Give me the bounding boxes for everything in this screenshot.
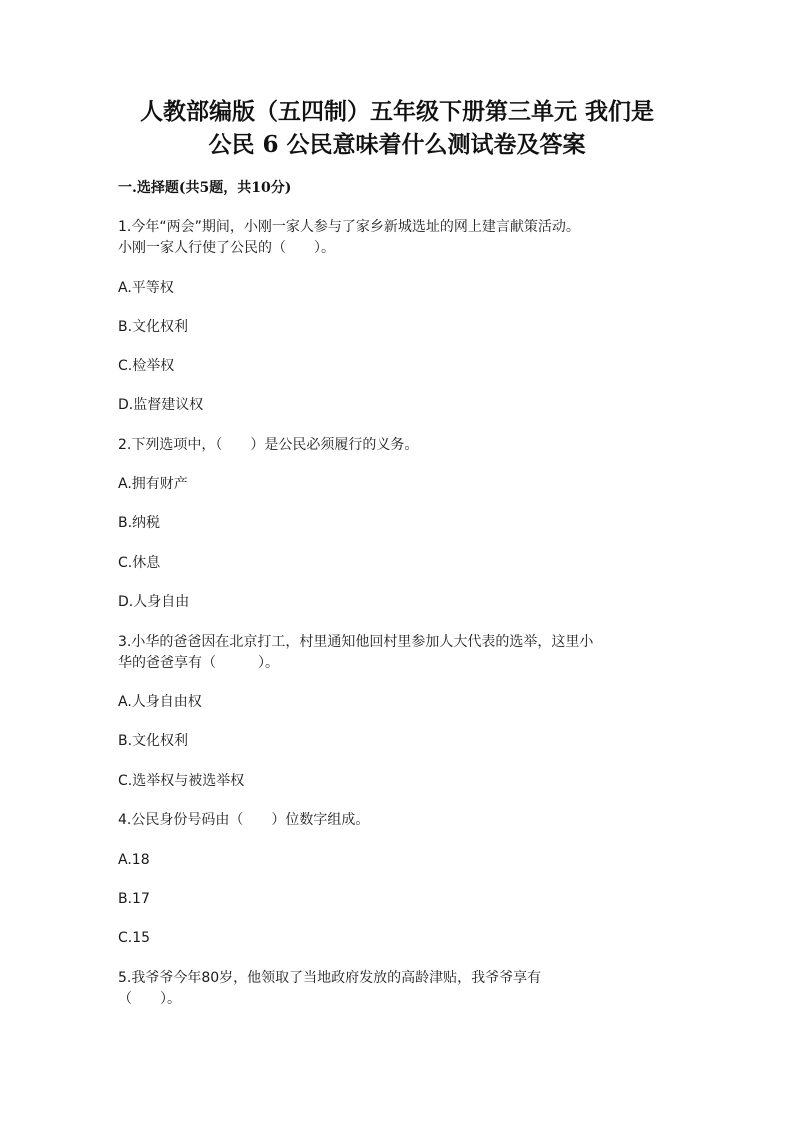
- document-title-line-1: 人教部编版（五四制）五年级下册第三单元 我们是: [139, 98, 654, 125]
- question-1-option-d: D.监督建议权: [118, 397, 204, 413]
- question-2-option-b: B.纳税: [118, 515, 161, 531]
- question-5-stem-line-1: 5.我爷爷今年80岁，他领取了当地政府发放的高龄津贴，我爷爷享有: [118, 970, 542, 986]
- question-1-option-b: B.文化权利: [118, 319, 189, 335]
- question-3-option-c: C.选举权与被选举权: [118, 773, 245, 789]
- question-2-stem-line-1: 2.下列选项中，（ ）是公民必须履行的义务。: [118, 437, 419, 453]
- question-2-option-c: C.休息: [118, 555, 161, 571]
- question-4-option-c: C.15: [118, 930, 151, 946]
- question-3-option-b: B.文化权利: [118, 733, 189, 749]
- question-2-option-a: A.拥有财产: [118, 476, 188, 492]
- question-1-option-c: C.检举权: [118, 358, 175, 374]
- document-title-line-2: 公民 6 公民意味着什么测试卷及答案: [208, 131, 586, 158]
- section-heading: 一.选择题(共5题，共10分): [118, 180, 292, 196]
- question-3-option-a: A.人身自由权: [118, 694, 202, 710]
- question-5-stem-line-2: （ ）。: [118, 991, 181, 1007]
- question-4-stem-line-1: 4.公民身份号码由（ ）位数字组成。: [118, 812, 370, 828]
- question-1-stem-line-1: 1.今年“两会”期间，小刚一家人参与了家乡新城选址的网上建言献策活动。: [118, 219, 580, 235]
- question-1-option-a: A.平等权: [118, 280, 174, 296]
- question-4-option-a: A.18: [118, 852, 150, 868]
- question-2-option-d: D.人身自由: [118, 594, 190, 610]
- question-1-stem-line-2: 小刚一家人行使了公民的（ ）。: [118, 240, 335, 256]
- question-3-stem-line-2: 华的爸爸享有（ ）。: [118, 655, 279, 671]
- question-4-option-b: B.17: [118, 891, 150, 907]
- question-3-stem-line-1: 3.小华的爸爸因在北京打工，村里通知他回村里参加人大代表的选举，这里小: [118, 634, 594, 650]
